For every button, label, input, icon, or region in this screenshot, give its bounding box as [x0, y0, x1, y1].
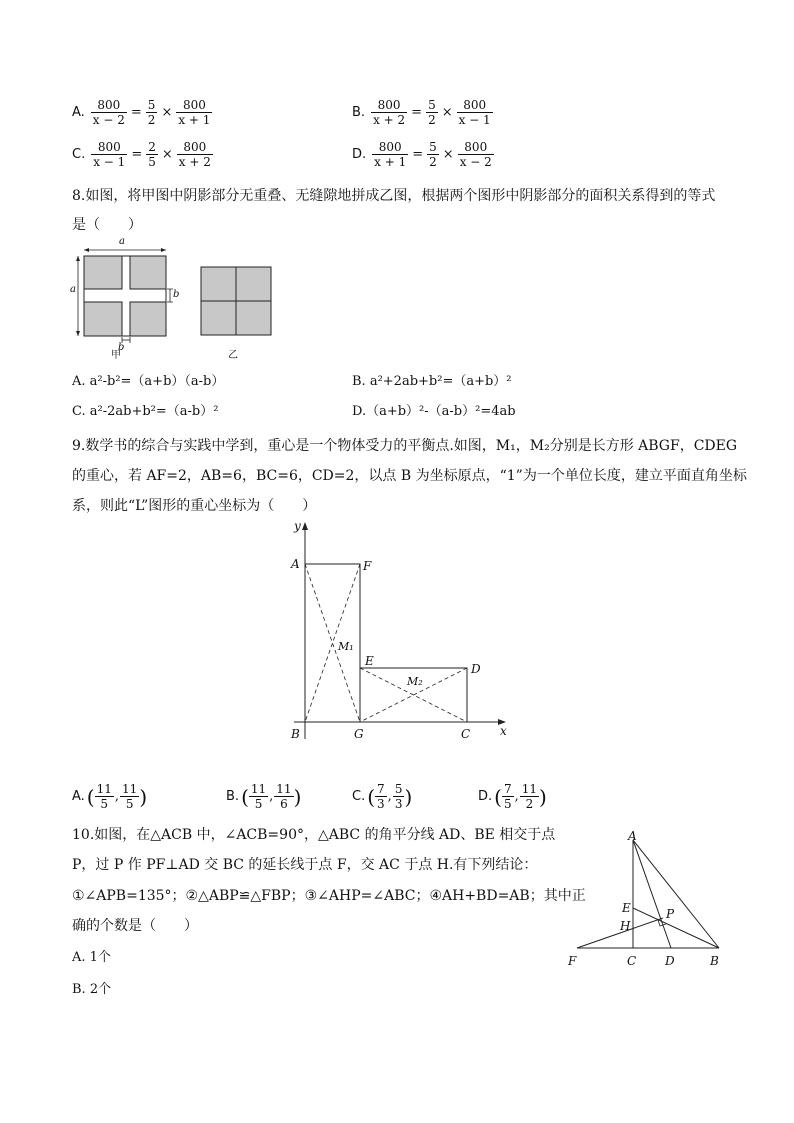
q8-caption-jia: 甲	[111, 350, 121, 361]
q7-option-a: A. $\frac{800}{x - 2}$ = $\frac{5}{2}$ × $\frac{800}{x + 1}$	[72, 98, 211, 127]
q10-stem-line2: P，过 P 作 PF⊥AD 交 BC 的延长线于点 F，交 AC 于点 H.有下列结论：	[72, 857, 538, 873]
q9-stem-line3: 系，则此“L”图形的重心坐标为（ ）	[72, 498, 317, 514]
q9-stem-line2: 的重心，若 AF=2，AB=6，BC=6，CD=2，以点 B 为坐标原点，“1”为一个单位长度，建立平面直角坐标	[72, 468, 747, 484]
q8-option-c: C. a²-2ab+b²=（a-b）²	[72, 404, 219, 419]
q9-point-m2: M₂	[407, 675, 423, 688]
q8-figure	[66, 238, 286, 366]
q10-option-b: B. 2个	[72, 982, 112, 997]
q10-point-p: P	[666, 907, 675, 921]
q8-option-b: B. a²+2ab+b²=（a+b）²	[352, 374, 512, 389]
q9-point-d: D	[471, 662, 481, 676]
q10-point-d: D	[665, 954, 675, 968]
q8-caption-yi: 乙	[228, 350, 238, 361]
q7-option-c: C. $\frac{800}{x - 1}$ = $\frac{2}{5}$ × $\frac{800}{x + 2}$	[72, 140, 211, 169]
q9-point-e: E	[365, 654, 374, 668]
q10-point-e: E	[622, 901, 631, 915]
q10-point-h: H	[620, 919, 631, 933]
q9-point-f: F	[363, 559, 372, 573]
q10-stem-line1: 10.如图，在△ACB 中，∠ACB=90°，△ABC 的角平分线 AD、BE 相交于点	[72, 827, 556, 843]
q9-coordinate-figure	[280, 516, 520, 746]
q9-stem-line1: 9.数学书的综合与实践中学到，重心是一个物体受力的平衡点.如图，M₁，M₂分别是长方形 ABGF，CDEG	[72, 438, 738, 454]
q10-point-c: C	[627, 954, 637, 968]
q9-point-m1: M₁	[338, 640, 354, 653]
figure-jia	[76, 248, 173, 343]
q9-point-g: G	[354, 727, 364, 741]
q7-option-b: B. $\frac{800}{x + 2}$ = $\frac{5}{2}$ × $\frac{800}{x - 1}$	[352, 98, 491, 127]
figure-yi	[201, 267, 271, 335]
q10-point-f: F	[568, 954, 577, 968]
q9-option-b: B. ( $\frac{11}{5}$ , $\frac{11}{6}$ )	[226, 782, 302, 811]
q9-option-d: D. ( $\frac{7}{5}$ , $\frac{11}{2}$ )	[478, 782, 547, 811]
q10-stem-line4: 确的个数是（ ）	[72, 918, 198, 934]
q8-option-a: A. a²-b²=（a+b）（a-b）	[72, 374, 225, 389]
q7-option-d: D. $\frac{800}{x + 1}$ = $\frac{5}{2}$ × $\frac{800}{x - 2}$	[352, 140, 492, 169]
q9-option-c: C. ( $\frac{7}{3}$ , $\frac{5}{3}$ )	[352, 782, 413, 811]
q8-label-b-right: b	[173, 289, 180, 300]
q8-stem-line2: 是（ ）	[72, 217, 142, 233]
q8-label-a-left: a	[70, 284, 76, 295]
q10-triangle-figure	[560, 828, 730, 968]
q8-option-d: D.（a+b）²-（a-b）²=4ab	[352, 404, 516, 419]
q8-stem-line1: 8.如图，将甲图中阴影部分无重叠、无缝隙地拼成乙图，根据两个图形中阴影部分的面积关系得到的等式	[72, 188, 716, 204]
q10-stem-line3: ①∠APB=135°；②△ABP≌△FBP；③∠AHP=∠ABC；④AH+BD=AB；其中正	[72, 888, 586, 904]
q9-point-b: B	[291, 727, 300, 741]
q9-axis-y-label: y	[294, 519, 301, 533]
q9-point-c: C	[461, 727, 471, 741]
q10-option-a: A. 1个	[72, 950, 111, 965]
q8-label-b-bottom: b	[118, 342, 125, 353]
q9-point-a: A	[291, 557, 300, 571]
q8-label-a-top: a	[119, 236, 125, 247]
q9-axis-x-label: x	[500, 724, 507, 738]
q9-option-a: A. ( $\frac{11}{5}$ , $\frac{11}{5}$ )	[72, 782, 148, 811]
q10-point-a: A	[628, 829, 637, 843]
q10-point-b: B	[710, 954, 719, 968]
